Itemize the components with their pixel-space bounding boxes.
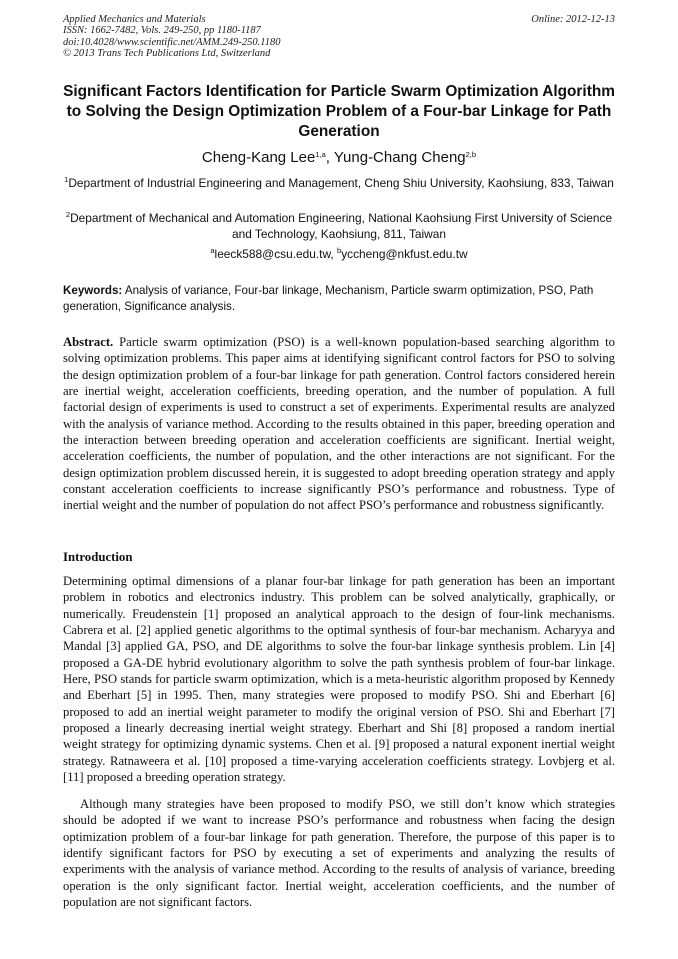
section-heading-introduction: Introduction	[63, 550, 133, 564]
email-marker: b	[337, 246, 342, 255]
email-line	[63, 247, 615, 263]
keywords-label: Keywords:	[63, 284, 123, 297]
author-name: Cheng-Kang Lee	[201, 149, 316, 166]
journal-header	[63, 14, 615, 60]
author-marker: 1,a	[315, 150, 326, 159]
abstract-block	[63, 334, 615, 514]
affiliation-marker: 1	[64, 175, 69, 184]
abstract-text: Particle swarm optimization (PSO) is a well-known population-based searching algorithm to solving optimization problems. This paper aims at identifying significant control factors for PSO to solving the design optimization problem of a four-bar linkage for path generation. Control factors considered herein are inertial weight, acceleration coefficients, breeding operation, and the number of population. A full factorial design of experiments is used to construct a set of experiments. Experimental results are analyzed with the analysis of variance method. According to the results obtained in this paper, breeding operation and the interaction between breeding operation and acceleration coefficients are significant. Inertial weight, acceleration coefficients, the number of population, and the other interactions are not significant. For the design optimization problem discussed herein, it is suggested to adopt breeding operation strategy and apply constant acceleration coefficients to increase significantly PSO’s performance and robustness. Type of inertial weight and the number of population do not affect PSO’s performance and robustness significantly.	[63, 335, 615, 513]
paper-title: Significant Factors Identification for Particle Swarm Optimization Algorithm to Solving the Design Optimization Problem of a Four-bar Linkage for Path Generation	[63, 83, 615, 140]
affiliation-text: Department of Industrial Engineering and Management, Cheng Shiu University, Kaohsiung, 833, Taiwan	[68, 176, 614, 190]
journal-name: Applied Mechanics and Materials	[63, 14, 206, 25]
affiliation-marker: 2	[65, 210, 71, 219]
affiliation-text: Department of Mechanical and Automation Engineering, National Kaohsiung First University of Science and Technology, Kaohsiung, 811, Taiwan	[70, 211, 613, 241]
author-separator: ,	[325, 149, 334, 166]
keywords-text: Analysis of variance, Four-bar linkage, Mechanism, Particle swarm optimization, PSO, Path generation, Significance analysis.	[63, 284, 594, 313]
online-date: Online: 2012-12-13	[531, 14, 615, 25]
issn-line: ISSN: 1662-7482, Vols. 249-250, pp 1180-1187	[63, 25, 261, 37]
affiliation-2	[63, 211, 615, 243]
doi-line: doi:10.4028/www.scientific.net/AMM.249-250.1180	[63, 36, 281, 48]
author-name: Yung-Chang Cheng	[333, 149, 466, 166]
affiliation-1	[63, 176, 615, 192]
email-marker: a	[210, 246, 215, 255]
author-marker: 2,b	[465, 150, 477, 159]
author-line	[63, 148, 615, 168]
keywords-block	[63, 283, 615, 314]
paragraph-text: Although many strategies have been proposed to modify PSO, we still don’t know which strategies should be adopted if we want to increase PSO’s performance and robustness when facing the design optimization problem of a four-bar linkage for path generation. Therefore, the purpose of this paper is to identify significant factors for PSO by executing a set of experiments and analyzing the results of experiments with the analysis of variance method. According to the results of analysis of variance, breeding operation is the only significant factor. Inertial weight, acceleration coefficients, and the number of population are not significant factors.	[63, 797, 615, 910]
email-address: yccheng@nkfust.edu.tw	[341, 247, 468, 261]
paragraph-text: Determining optimal dimensions of a planar four-bar linkage for path generation has been an important problem in robotics and electronics industry. This problem can be solved analytically, graphically, or numerically. Freudenstein [1] proposed an analytical approach to the design of four-link mechanisms. Cabrera et al. [2] applied genetic algorithms to the optimal synthesis of four-bar mechanism. Acharyya and Mandal [3] applied GA, PSO, and DE algorithms to solve the four-bar linkage synthesis problem. Lin [4] proposed a GA-DE hybrid evolutionary algorithm to solve the path synthesis problem of four-bar linkage. Here, PSO stands for particle swarm optimization, which is a meta-heuristic algorithm proposed by Kennedy and Eberhart [5] in 1995. Then, many strategies were proposed to modify PSO. Shi and Eberhart [6] proposed to add an inertial weight parameter to modify the original version of PSO. Shi and Eberhart [7] proposed a linearly decreasing inertial weight strategy. Eberhart and Shi [8] proposed a random inertial weight strategy for optimizing dynamic systems. Chen et al. [9] proposed a natural exponent inertial weight strategy. Ratnaweera et al. [10] proposed a time-varying acceleration coefficients strategy. Lovbjerg et al. [11] proposed a breeding operation strategy.	[63, 574, 615, 785]
copyright-line: © 2013 Trans Tech Publications Ltd, Switzerland	[63, 48, 271, 60]
email-address: leeck588@csu.edu.tw,	[214, 247, 338, 261]
abstract-label: Abstract.	[63, 335, 114, 349]
intro-paragraph-2	[63, 796, 615, 910]
intro-paragraph-1	[63, 573, 615, 785]
